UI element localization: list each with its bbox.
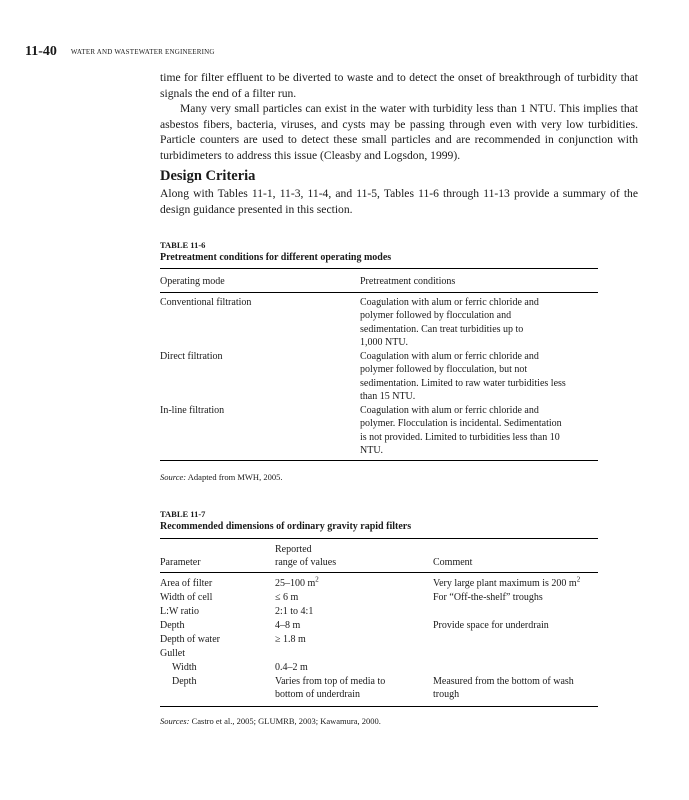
table-7-range-cell: ≤ 6 m: [275, 592, 299, 603]
table-7-param-cell: Depth of water: [160, 634, 220, 645]
table-6-header-rule: [160, 292, 598, 293]
table-7-param-cell: Depth: [172, 676, 197, 687]
table-6-mode-cell: Conventional filtration: [160, 297, 252, 308]
table-6-header-conditions: Pretreatment conditions: [360, 276, 456, 287]
table-6-label: TABLE 11-6: [160, 240, 206, 250]
intro-paragraph: [160, 186, 638, 217]
table-7-bottom-rule: [160, 706, 598, 707]
table-6-top-rule: [160, 268, 598, 269]
table-7-comment-cell: Provide space for underdrain: [433, 620, 549, 631]
table-7-comment-cell: Very large plant maximum is 200 $m^2$: [433, 575, 581, 589]
table-6-caption: Pretreatment conditions for different operating modes: [160, 252, 392, 263]
paragraph-3: Along with Tables 11-1, 11-3, 11-4, and 11-5, Tables 11-6 through 11-13 provide a summary of the design guidance presented in this section.: [160, 187, 638, 216]
table-7-param-cell: Width: [172, 662, 197, 673]
table-7-range-cell: 0.4–2 m: [275, 662, 308, 673]
table-6-mode-cell: In-line filtration: [160, 405, 225, 416]
section-heading: Design Criteria: [160, 168, 256, 184]
table-7-header-parameter: Parameter: [160, 557, 201, 568]
running-head: WATER AND WASTEWATER ENGINEERING: [70, 48, 215, 56]
table-6-bottom-rule: [160, 460, 598, 461]
table-7-param-cell: Gullet: [160, 648, 185, 659]
table-7-range-cell: 25–100 $m^2$: [275, 575, 319, 589]
table-7-param-cell: L:W ratio: [160, 606, 199, 617]
table-6-conditions-cell: Coagulation with alum or ferric chloride and polymer. Flocculation is incidental. Sedimentation is not provided. Limited to turbidities less than 10 NTU.: [360, 405, 562, 456]
page-number: 11-40: [25, 44, 57, 59]
table-7-header-rule: [160, 572, 598, 573]
paragraph-2: Many very small particles can exist in the water with turbidity less than 1 NTU. This implies that asbestos fibers, bacteria, viruses, and cysts may be passing through even with very low turbidities. Particle counters are used to detect these small particles and are recommended in conjunction with turbidimeters to address this issue (Cleasby and Logsdon, 1999).: [160, 102, 638, 162]
table-6-header-mode: Operating mode: [160, 276, 225, 287]
table-7-range-cell: ≥ 1.8 m: [275, 634, 306, 645]
table-7-param-cell: Width of cell: [160, 592, 213, 603]
paragraph-1: time for filter effluent to be diverted to waste and to detect the onset of breakthrough of turbidity that signals the end of a filter run.: [160, 71, 638, 100]
table-6-conditions-cell: Coagulation with alum or ferric chloride and polymer followed by flocculation and sedimentation. Can treat turbidities up to 1,000 NTU.: [360, 297, 539, 348]
table-6-conditions-cell: Coagulation with alum or ferric chloride and polymer followed by flocculation, but not sedimentation. Limited to raw water turbidities less than 15 NTU.: [360, 351, 566, 402]
page-header: [25, 42, 215, 60]
body-text: [160, 70, 638, 163]
table-7-range-cell: 4–8 m: [275, 620, 301, 631]
table-6-mode-cell: Direct filtration: [160, 351, 223, 362]
table-7-header-range: Reported range of values: [275, 544, 337, 569]
table-7-range-cell: 2:1 to 4:1: [275, 606, 314, 617]
table-7-comment-cell: For “Off-the-shelf” troughs: [433, 592, 543, 603]
table-6-source: Source: Adapted from MWH, 2005.: [160, 472, 283, 482]
table-7-header-comment: Comment: [433, 557, 473, 568]
table-7-comment-cell: Measured from the bottom of wash trough: [433, 676, 574, 701]
table-7-param-cell: Area of filter: [160, 578, 213, 589]
table-7-caption: Recommended dimensions of ordinary gravity rapid filters: [160, 521, 412, 532]
table-7-param-cell: Depth: [160, 620, 185, 631]
table-7-top-rule: [160, 538, 598, 539]
table-7-range-cell: Varies from top of media to bottom of underdrain: [275, 676, 386, 701]
table-7-label: TABLE 11-7: [160, 509, 206, 519]
table-7-source: Sources: Castro et al., 2005; GLUMRB, 2003; Kawamura, 2000.: [160, 716, 381, 726]
